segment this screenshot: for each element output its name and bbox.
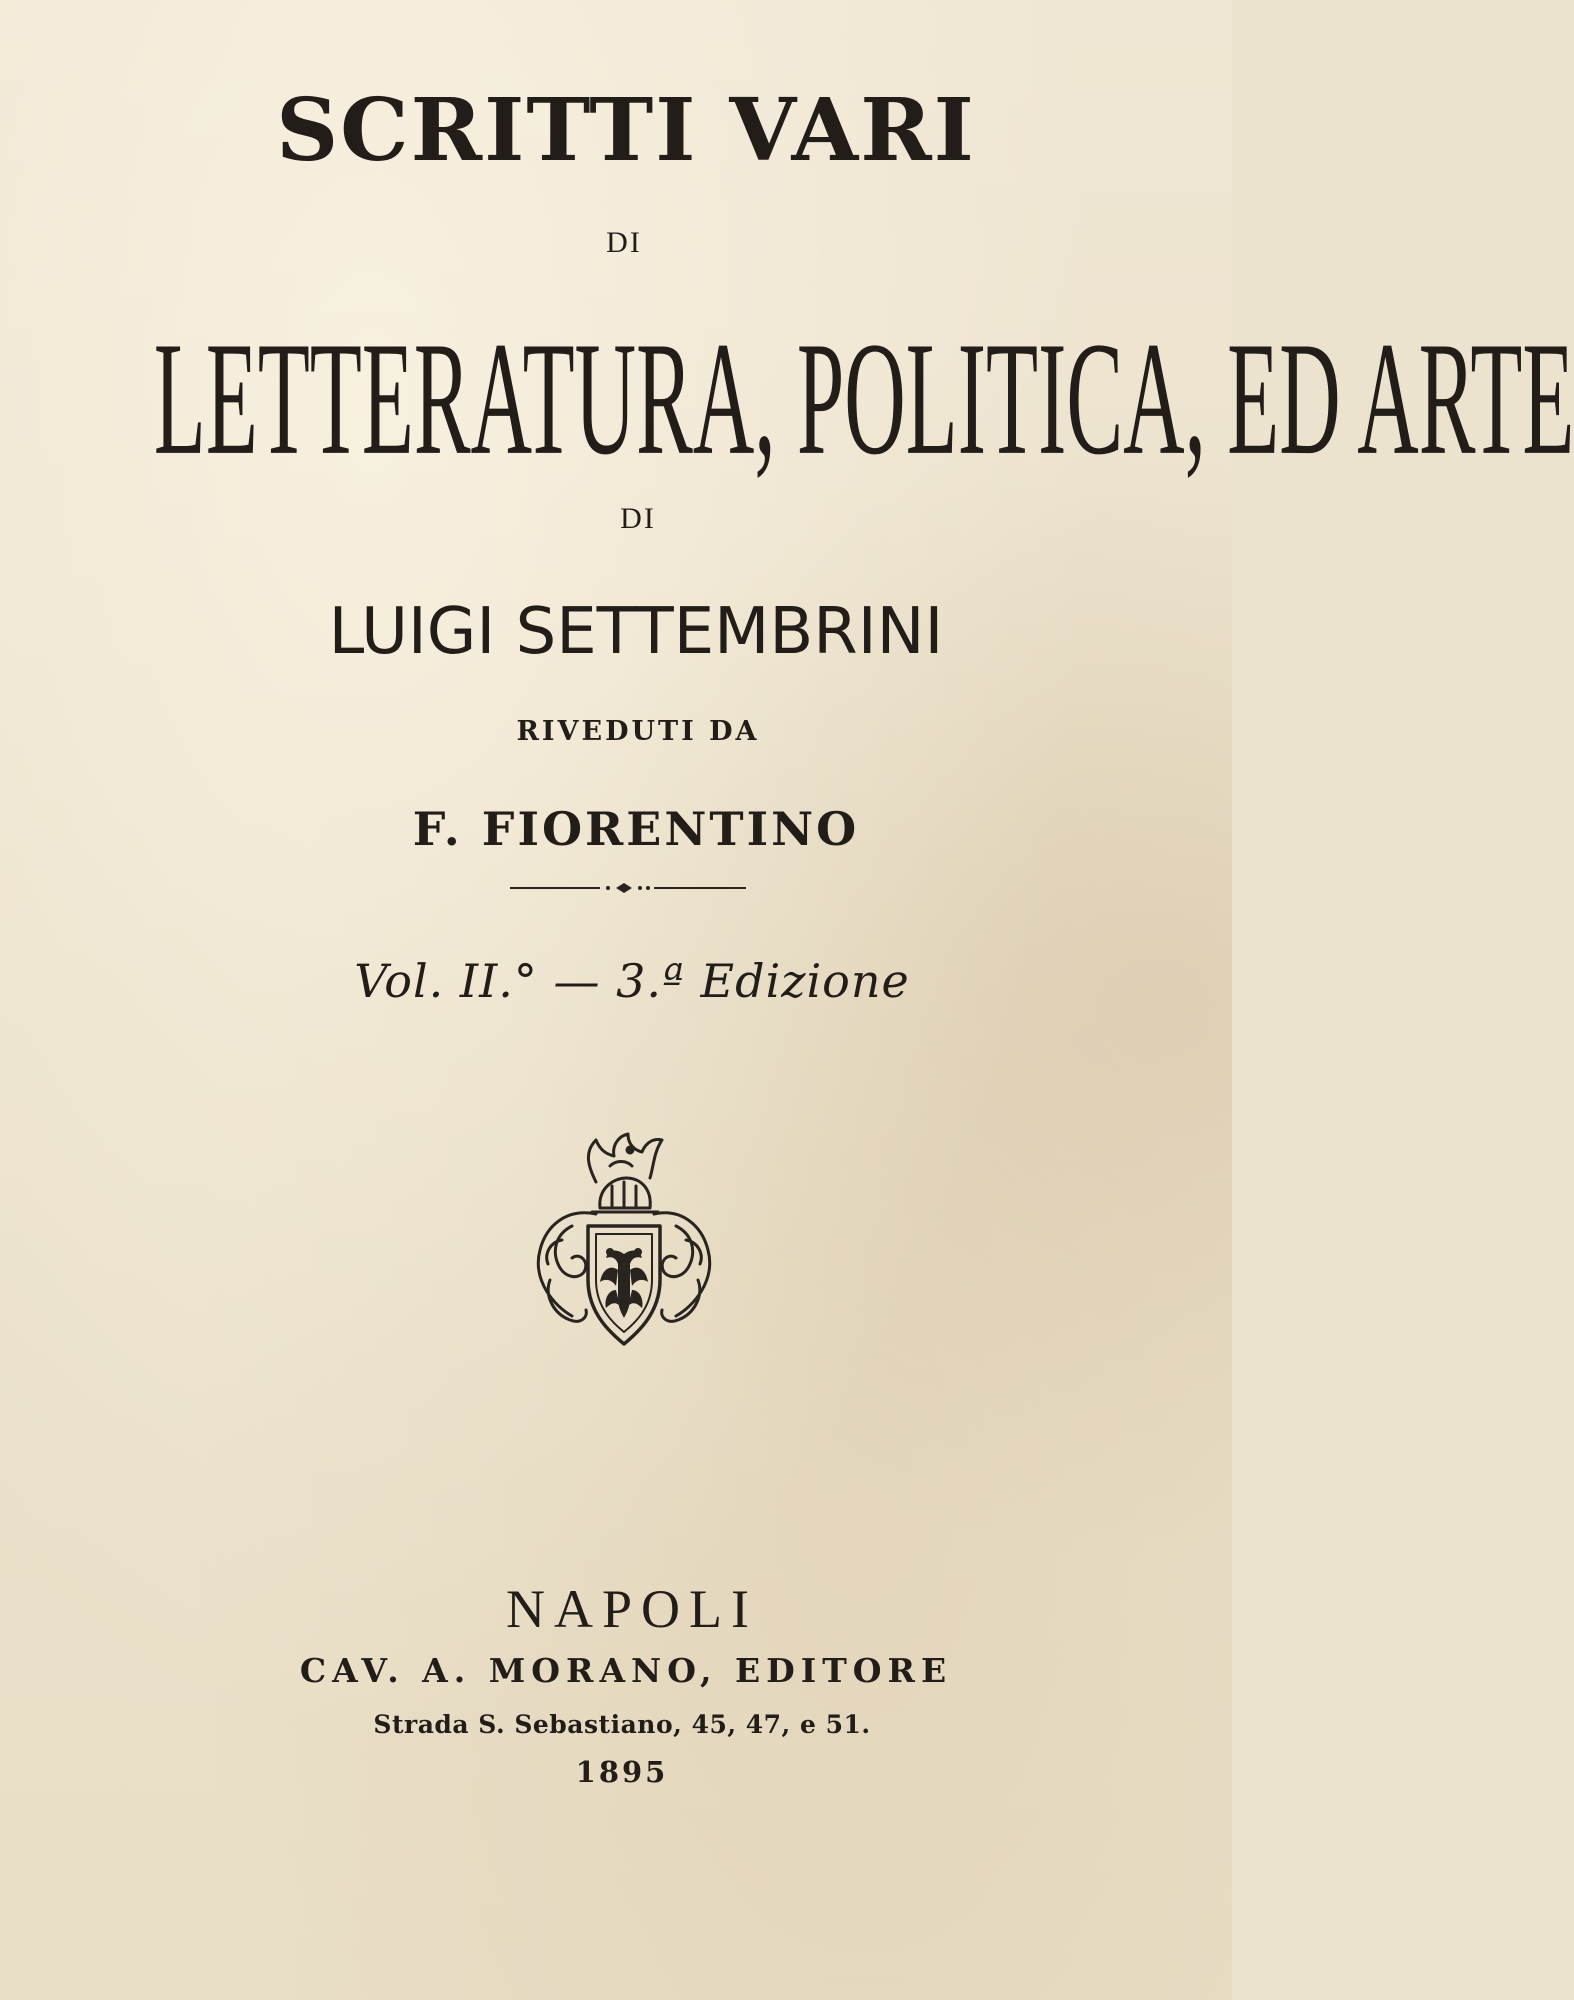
book-subtitle: LETTERATURA, POLITICA, ED ARTE	[153, 309, 1574, 490]
imprint-publisher: CAV. A. MORANO, EDITORE	[299, 1651, 953, 1690]
di-connector-2: DI	[620, 502, 656, 535]
volume-edition: Vol. II.° — 3.ª Edizione	[354, 954, 910, 1008]
author-name: LUIGI SETTEMBRINI	[328, 595, 944, 669]
editor-name: F. FIORENTINO	[412, 802, 860, 856]
imprint-address: Strada S. Sebastiano, 45, 47, e 51.	[373, 1710, 871, 1739]
ornament-divider-icon	[508, 880, 748, 896]
coat-of-arms-icon	[526, 1130, 722, 1354]
book-title: SCRITTI VARI	[276, 80, 976, 181]
imprint-city: NAPOLI	[506, 1579, 758, 1639]
di-connector-1: DI	[606, 226, 642, 259]
revised-by-label: RIVEDUTI DA	[516, 716, 760, 747]
imprint-year: 1895	[575, 1755, 669, 1789]
